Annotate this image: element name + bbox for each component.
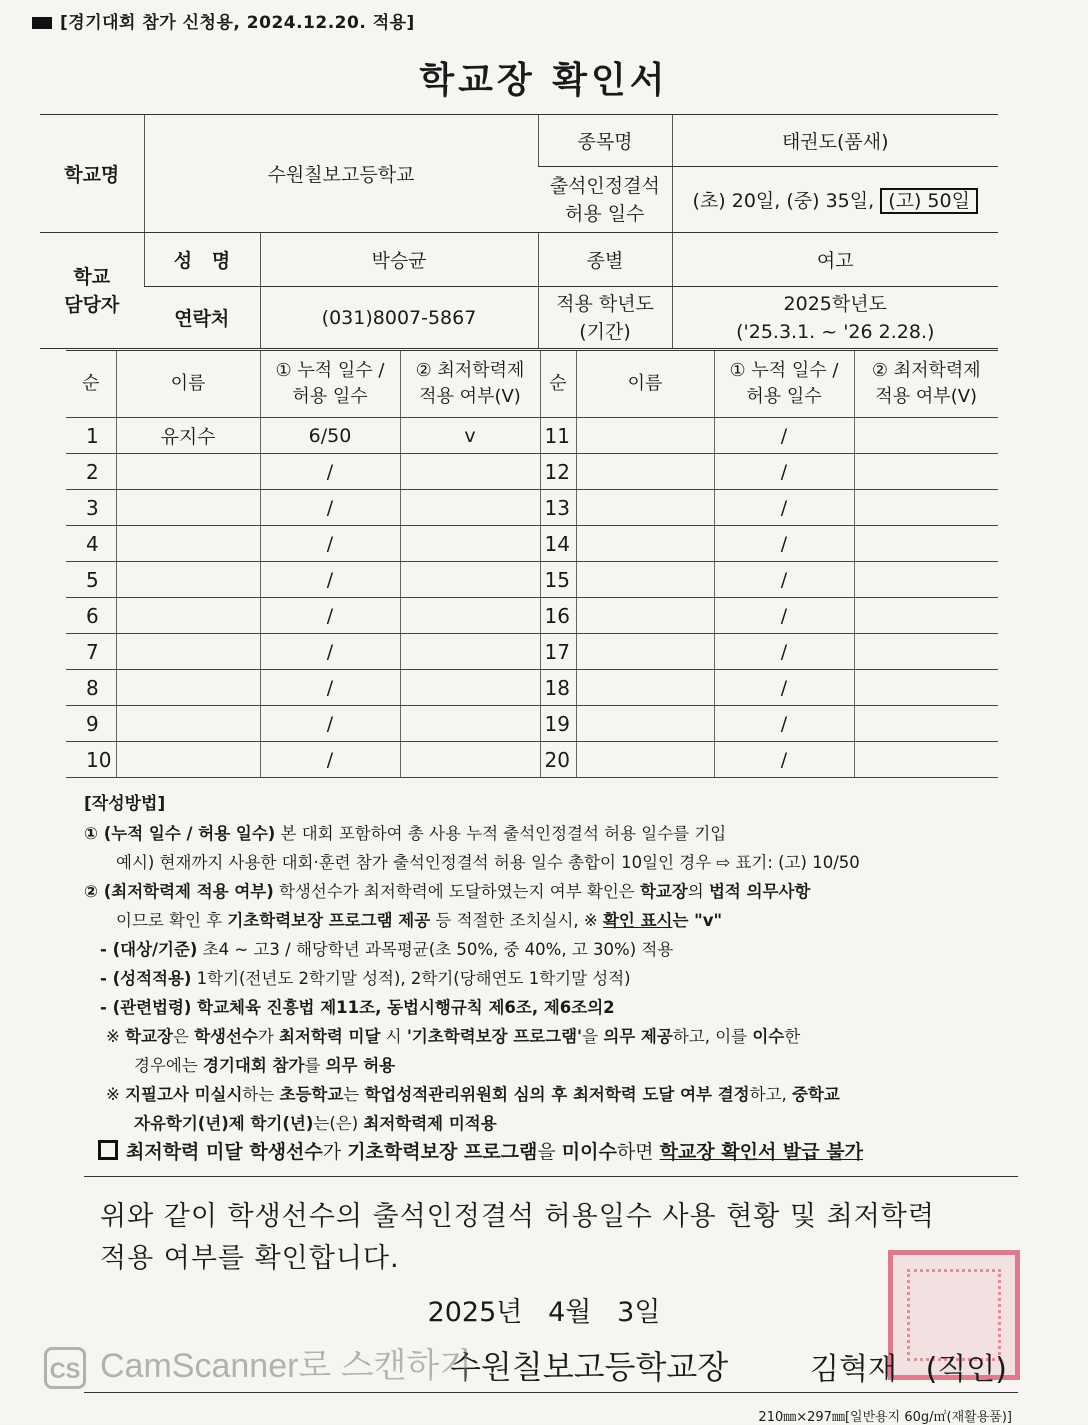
student-name [116,490,260,526]
days-used: / [260,598,400,634]
student-name [116,526,260,562]
confirmation-statement: 위와 같이 학생선수의 출석인정결석 허용일수 사용 현황 및 최저학력 적용 여부를 확인합니다. [100,1201,935,1274]
min-academic-check [400,454,540,490]
detail-grades: - (성적적용) 1학기(전년도 2학기말 성적), 2학기(당해연도 1학기말 성적) [100,969,631,988]
paper-spec: 210㎜×297㎜[일반용지 60g/㎡(재활용품)] [758,1410,1012,1425]
camscanner-watermark: CS CamScanner로 스캔하기 [44,1338,472,1389]
sport-value: 태권도(품새) [672,115,998,167]
contact-label: 연락처 [144,287,260,349]
divider-top [84,1176,1018,1177]
days-used: / [714,706,854,742]
student-name [116,634,260,670]
min-academic-check [400,670,540,706]
row-number: 15 [540,562,576,598]
min-academic-check [854,706,998,742]
student-name [116,454,260,490]
contact-value: (031)8007-5867 [260,287,538,349]
sport-label: 종목명 [538,115,672,167]
category-label: 종별 [538,233,672,287]
student-name [116,742,260,778]
days-used: / [260,454,400,490]
checkbox-square-icon [98,1140,118,1160]
school-year-label: 적용 학년도 (기간) [538,287,672,349]
remark-2: ※ 지필고사 미실시하는 초등학교는 학업성적관리위원회 심의 후 최저학력 도달 여부 결정하고, 중학교 [106,1085,840,1104]
days-used: / [714,598,854,634]
note-1-example: 예시) 현재까지 사용한 대회·훈련 참가 출석인정결석 허용 일수 총합이 10일인 경우 ⇨ 표기: (고) 10/50 [116,853,860,872]
days-used: / [260,526,400,562]
min-academic-check [854,490,998,526]
student-name [116,706,260,742]
min-academic-check [400,562,540,598]
remark-1: ※ 학교장은 학생선수가 최저학력 미달 시 '기초학력보장 프로그램'을 의무 제공하고, 이를 이수한 [106,1027,801,1046]
instructions [84,790,1014,1138]
manager-name: 박승균 [260,233,538,287]
student-name [116,670,260,706]
col-header-no: 순 [66,351,116,418]
row-number: 3 [66,490,116,526]
row-number: 13 [540,490,576,526]
manager-label: 학교 담당자 [40,233,144,349]
table-row [66,670,998,706]
days-used: / [714,670,854,706]
issuance-warning: 최저학력 미달 학생선수가 기초학력보장 프로그램을 미이수하면 학교장 확인서 발급 불가 [98,1137,863,1164]
student-table-body [66,418,998,778]
note-1: ① (누적 일수 / 허용 일수) 본 대회 포함하여 총 사용 누적 출석인정결석 허용 일수를 기입 [84,824,727,843]
row-number: 16 [540,598,576,634]
principal-signature: 김혁재 (직인) [810,1352,1007,1387]
student-name [576,526,714,562]
min-academic-check [400,742,540,778]
remark-2-line2: 자유학기(년)제 학기(년)는(은) 최저학력제 미적용 [134,1114,497,1133]
days-used: / [714,562,854,598]
col-header-apply-right: ② 최저학력제 적용 여부(V) [854,351,998,418]
row-number: 11 [540,418,576,454]
days-used: / [714,418,854,454]
col-header-name: 이름 [116,351,260,418]
min-academic-check [400,490,540,526]
student-name [576,418,714,454]
min-academic-check [854,418,998,454]
table-row [66,490,998,526]
student-name [576,742,714,778]
days-used: / [714,526,854,562]
row-number: 5 [66,562,116,598]
days-used: / [714,490,854,526]
table-row [66,706,998,742]
detail-laws: - (관련법령) 학교체육 진흥법 제11조, 동법시행규칙 제6조, 제6조의2 [100,998,615,1017]
row-number: 1 [66,418,116,454]
row-number: 8 [66,670,116,706]
student-name [576,706,714,742]
table-row [66,598,998,634]
student-name [116,562,260,598]
min-academic-check: v [400,418,540,454]
detail-target: - (대상/기준) 초4 ~ 고3 / 해당학년 과목평균(초 50%, 중 40%, 고 30%) 적용 [100,940,674,959]
min-academic-check [400,598,540,634]
table-row [66,742,998,778]
row-number: 20 [540,742,576,778]
min-academic-check [854,670,998,706]
school-name-value: 수원칠보고등학교 [144,115,538,233]
student-name [576,598,714,634]
table-row [66,526,998,562]
instructions-heading: [작성방법] [84,794,166,814]
row-number: 2 [66,454,116,490]
name-label: 성 명 [144,233,260,287]
col-header-name-right: 이름 [576,351,714,418]
row-number: 19 [540,706,576,742]
min-academic-check [854,562,998,598]
min-academic-check [400,706,540,742]
document-title: 학교장 확인서 [419,60,669,101]
category-value: 여고 [672,233,998,287]
days-used: / [260,562,400,598]
form-version-text: [경기대회 참가 신청용, 2024.12.20. 적용] [60,13,415,33]
school-year-value: 2025학년도 ('25.3.1. ~ '26 2.28.) [672,287,998,349]
row-number: 14 [540,526,576,562]
student-name [576,562,714,598]
days-used: / [714,742,854,778]
days-used: / [714,454,854,490]
min-academic-check [854,598,998,634]
row-number: 7 [66,634,116,670]
student-name [576,454,714,490]
col-header-apply: ② 최저학력제 적용 여부(V) [400,351,540,418]
student-table [66,350,998,778]
row-number: 6 [66,598,116,634]
col-header-days: ① 누적 일수 / 허용 일수 [260,351,400,418]
days-used: / [260,670,400,706]
row-number: 9 [66,706,116,742]
camscanner-logo-icon: CS [44,1347,86,1389]
student-name: 유지수 [116,418,260,454]
student-name [576,490,714,526]
row-number: 4 [66,526,116,562]
school-info-table [40,114,998,349]
days-used: / [260,742,400,778]
row-number: 12 [540,454,576,490]
issue-date: 2025년 4월 3일 [427,1297,661,1328]
table-row [66,454,998,490]
table-row [66,418,998,454]
table-row [66,634,998,670]
table-row [66,562,998,598]
min-academic-check [854,454,998,490]
days-used: 6/50 [260,418,400,454]
col-header-no-right: 순 [540,351,576,418]
divider-bottom [84,1392,1018,1393]
days-used: / [714,634,854,670]
days-used: / [260,706,400,742]
min-academic-check [854,526,998,562]
note-2-line2: 이므로 확인 후 기초학력보장 프로그램 제공 등 적절한 조치실시, ※ 확인 표시는 "v" [116,911,723,930]
school-name-label: 학교명 [40,115,144,233]
high-school-allowance: (고) 50일 [880,188,978,214]
form-version-tag [32,8,415,33]
min-academic-check [854,742,998,778]
days-used: / [260,634,400,670]
col-header-days-right: ① 누적 일수 / 허용 일수 [714,351,854,418]
student-name [116,598,260,634]
remark-1-line2: 경우에는 경기대회 참가를 의무 허용 [134,1056,396,1075]
student-name [576,634,714,670]
signer-school: 수원칠보고등학교장 [450,1348,729,1386]
student-name [576,670,714,706]
row-number: 18 [540,670,576,706]
min-academic-check [400,634,540,670]
allowance-value: (초) 20일, (중) 35일, (고) 50일 [672,167,998,233]
min-academic-check [854,634,998,670]
days-used: / [260,490,400,526]
row-number: 10 [66,742,116,778]
note-2: ② (최저학력제 적용 여부) 학생선수가 최저학력에 도달하였는지 여부 확인은 학교장의 법적 의무사항 [84,882,811,901]
allowance-label: 출석인정결석 허용 일수 [538,167,672,233]
min-academic-check [400,526,540,562]
row-number: 17 [540,634,576,670]
black-square-icon [32,17,52,29]
